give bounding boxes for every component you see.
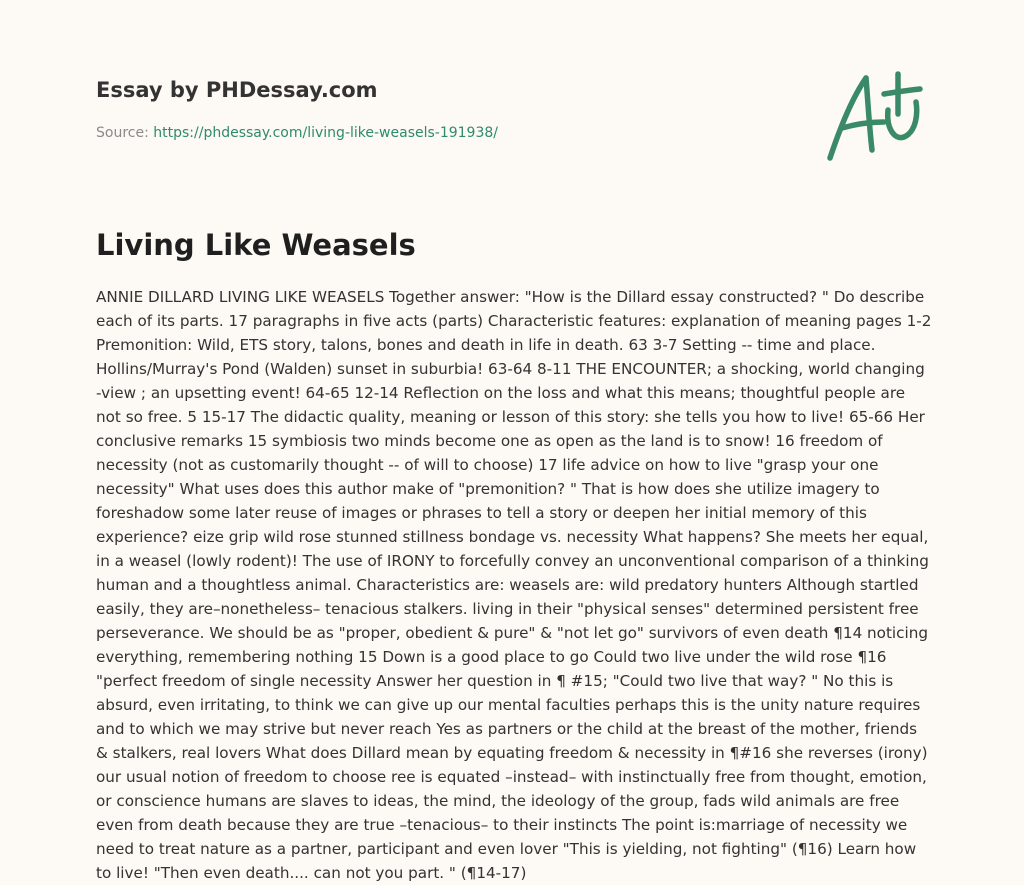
a-plus-logo-icon — [822, 68, 932, 164]
site-title: Essay by PHDessay.com — [96, 78, 378, 102]
a-plus-logo — [822, 68, 932, 164]
source-label: Source: — [96, 125, 154, 141]
source-link[interactable]: https://phdessay.com/living-like-weasels-191938/ — [153, 125, 498, 141]
essay-title: Living Like Weasels — [96, 228, 416, 262]
source-line — [96, 123, 498, 143]
essay-body: ANNIE DILLARD LIVING LIKE WEASELS Together answer: "How is the Dillard essay constructed? " Do describe each of its parts. 17 paragraphs in five acts (parts) Characteristic features: explanation of meaning pages 1-2 Premonition: Wild, ETS story, talons, bones and death in life in death. 63 3-7 Setting -- time and place. Hollins/Murray's Pond (Walden) sunset in suburbia! 63-64 8-11 THE ENCOUNTER; a shocking, world changing -view ; an upsetting event! 64-65 12-14 Reflection on the loss and what this means; thoughtful people are not so free. 5 15-17 The didactic quality, meaning or lesson of this story: she tells you how to live! 65-66 Her conclusive remarks 15 symbiosis two minds become one as open as the land is to snow! 16 freedom of necessity (not as customarily thought -- of will to choose) 17 life advice on how to live "grasp your one necessity" What uses does this author make of "premonition? " That is how does she utilize imagery to foreshadow some later reuse of images or phrases to tell a story or deepen her initial memory of this experience? eize grip wild rose stunned stillness bondage vs. necessity What happens? She meets her equal, in a weasel (lowly rodent)! The use of IRONY to forcefully convey an unconventional comparison of a thinking human and a thoughtless animal. Characteristics are: weasels are: wild predatory hunters Although startled easily, they are–nonetheless– tenacious stalkers. living in their "physical senses" determined persistent free perseverance. We should be as "proper, obedient & pure" & "not let go" survivors of even death ¶14 noticing everything, remembering nothing 15 Down is a good place to go Could two live under the wild rose ¶16 "perfect freedom of single necessity Answer her question in ¶ #15; "Could two live that way? " No this is absurd, even irritating, to think we can give up our mental faculties perhaps this is the unity nature requires and to which we may strive but never reach Yes as partners or the child at the breast of the mother, friends & stalkers, real lovers What does Dillard mean by equating freedom & necessity in ¶#16 she reverses (irony) our usual notion of freedom to choose ree is equated –instead– with instinctually free from thought, emotion, or conscience humans are slaves to ideas, the mind, the ideology of the group, fads wild animals are free even from death because they are true –tenacious– to their instincts The point is:marriage of necessity we need to treat nature as a partner, participant and even lover "This is yielding, not fighting" (¶16) Learn how to live! "Then even death.... can not you part. " (¶14-17) — [96, 288, 932, 882]
site-header — [96, 76, 928, 104]
